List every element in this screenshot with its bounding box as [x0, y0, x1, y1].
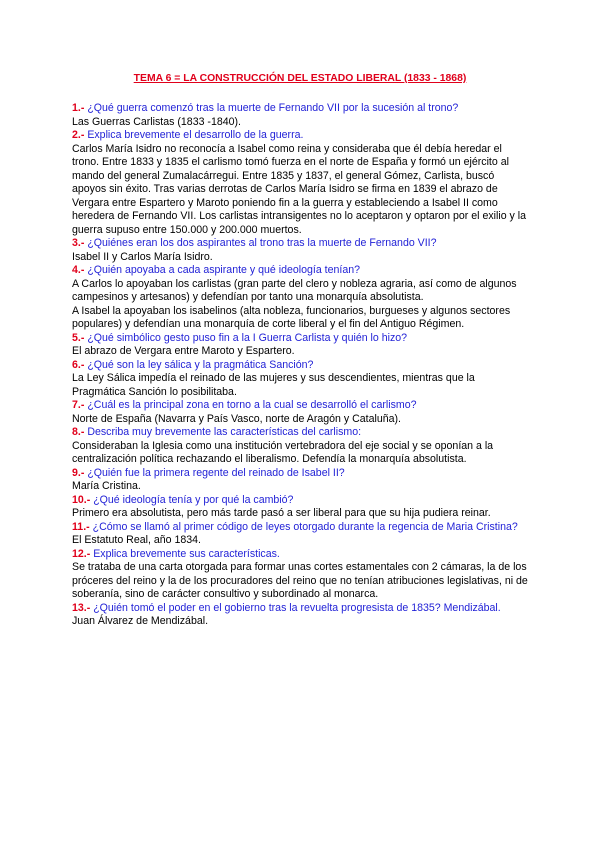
question-12 [72, 548, 528, 562]
question-1 [72, 102, 528, 116]
answer-13: Juan Álvarez de Mendizábal. [72, 615, 209, 627]
question-number: 4.- [72, 264, 85, 276]
question-text: ¿Quién apoyaba a cada aspirante y qué ideología tenían? [84, 264, 361, 276]
question-number: 5.- [72, 331, 85, 344]
answer-5: El abrazo de Vergara entre Maroto y Espartero. [72, 345, 295, 357]
question-number: 2.- [72, 129, 85, 141]
answer-10: Primero era absolutista, pero más tarde pasó a ser liberal para que su hija pudiera reinar. [72, 507, 491, 519]
answer-7: Norte de España (Navarra y País Vasco, norte de Aragón y Cataluña). [72, 412, 401, 425]
question-number: 8.- [72, 426, 85, 438]
question-text: Describa muy brevemente las características del carlismo: [84, 426, 362, 438]
answer-11: El Estatuto Real, año 1834. [72, 534, 201, 546]
question-text: Explica brevemente sus características. [90, 547, 280, 560]
question-10 [72, 494, 528, 508]
question-13 [72, 602, 528, 616]
answer-9: María Cristina. [72, 480, 141, 492]
answer-2: Carlos María Isidro no reconocía a Isabel como reina y consideraba que él debía heredar el trono. Entre 1833 y 1835 el carlismo tomó fuerza en el norte de España y formó un ejército al mando del general Zumalacárregui. Entre 1835 y 1837, el general Gómez, Carlista, buscó apoyos sin éxito. Tras varias derrotas de Carlos María Isidro se firma en 1839 el abrazo de Vergara entre Espartero y Maroto poniendo fin a la guerra y estableciendo a Isabel II como heredera de Fernando VII. Los carlistas intransigentes no lo aceptaron y optaron por el exilio y la guerra supuso entre 150.000 y 200.000 muertos. [72, 142, 527, 236]
answer-6: La Ley Sálica impedía el reinado de las mujeres y sus descendientes, mientras que la Pragmática Sanción lo posibilitaba. [72, 372, 475, 398]
question-text: ¿Quién tomó el poder en el gobierno tras la revuelta progresista de 1835? Mendizábal. [90, 601, 501, 614]
question-7 [72, 399, 528, 413]
answer-12: Se trataba de una carta otorgada para formar unas cortes estamentales con 2 cámaras, la de los próceres del reino y la de los procuradores del reino que no tenían atribuciones legislativas, ni de soberanía, sino de carácter consultivo y subordinado al monarca. [72, 561, 528, 600]
question-number: 9.- [72, 466, 85, 479]
question-6 [72, 359, 528, 373]
question-text: Explica brevemente el desarrollo de la guerra. [84, 129, 304, 141]
question-5 [72, 332, 528, 346]
question-text: ¿Qué guerra comenzó tras la muerte de Fernando VII por la sucesión al trono? [84, 102, 459, 114]
question-9 [72, 467, 528, 481]
question-number: 7.- [72, 399, 85, 411]
answer-4-1: A Carlos lo apoyaban los carlistas (gran parte del clero y nobleza agraria, así como de algunos campesinos y artesanos) y defendían por tanto una monarquía absolutista. [72, 277, 517, 303]
question-8 [72, 426, 528, 440]
qa-list [72, 102, 528, 629]
answer-1: Las Guerras Carlistas (1833 -1840). [72, 115, 241, 128]
question-number: 13.- [72, 601, 91, 614]
question-11 [72, 521, 528, 535]
question-number: 6.- [72, 358, 85, 371]
question-number: 12.- [72, 547, 91, 560]
question-text: ¿Cómo se llamó al primer código de leyes otorgado durante la regencia de Maria Cristina? [89, 520, 518, 533]
question-text: ¿Qué ideología tenía y por qué la cambió? [90, 493, 294, 506]
question-text: ¿Qué simbólico gesto puso fin a la I Guerra Carlista y quién lo hizo? [84, 331, 408, 344]
question-4 [72, 264, 528, 278]
answer-8: Consideraban la Iglesia como una institución vertebradora del eje social y se oponían a la centralización política rechazando el liberalismo. Defendía la monarquía absolutista. [72, 439, 494, 465]
question-text: ¿Quién fue la primera regente del reinado de Isabel II? [84, 466, 345, 479]
answer-4-2: A Isabel la apoyaban los isabelinos (alta nobleza, funcionarios, burgueses y algunos sectores populares) y defendían una monarquía de corte liberal y el fin del Antiguo Régimen. [72, 304, 511, 330]
question-number: 3.- [72, 237, 85, 249]
question-number: 10.- [72, 493, 91, 506]
question-number: 11.- [72, 520, 90, 533]
question-number: 1.- [72, 102, 85, 114]
question-text: ¿Qué son la ley sálica y la pragmática Sanción? [84, 358, 314, 371]
question-text: ¿Quiénes eran los dos aspirantes al trono tras la muerte de Fernando VII? [84, 237, 437, 249]
document-title: TEMA 6 = LA CONSTRUCCIÓN DEL ESTADO LIBERAL (1833 - 1868) [133, 73, 467, 84]
question-text: ¿Cuál es la principal zona en torno a la cual se desarrolló el carlismo? [84, 399, 417, 411]
answer-3: Isabel II y Carlos María Isidro. [72, 250, 213, 263]
question-3 [72, 237, 528, 251]
question-2 [72, 129, 528, 143]
